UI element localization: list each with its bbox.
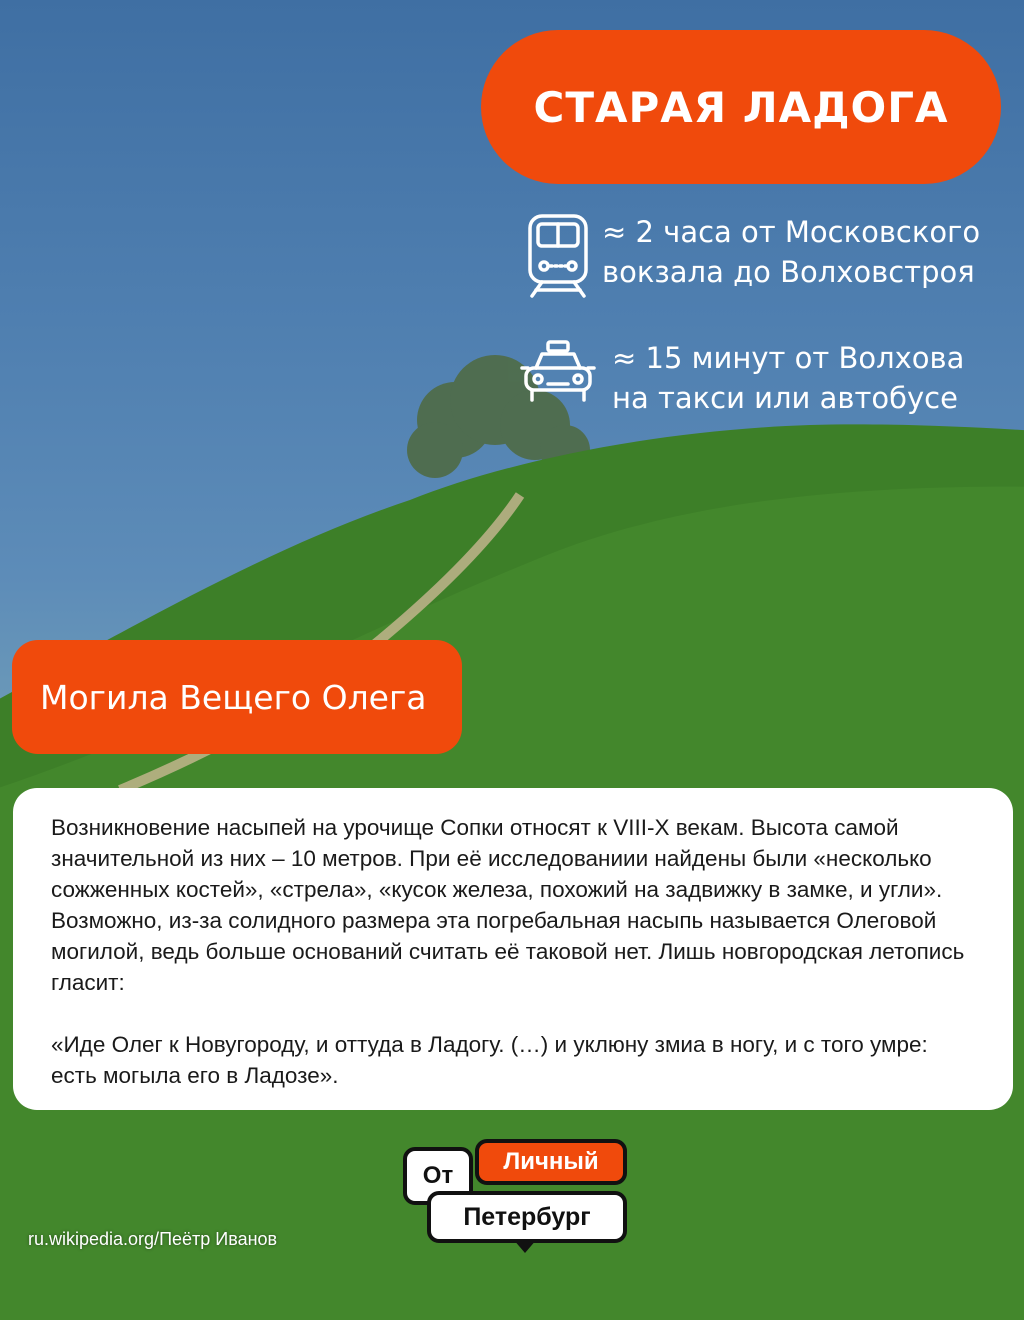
- logo-speech-tail: [513, 1239, 537, 1253]
- taxi-info: [518, 338, 964, 418]
- train-info-line-1: ≈ 2 часа от Московского: [602, 215, 981, 249]
- train-info-line-2: вокзала до Волховстроя: [602, 255, 975, 289]
- brand-logo: [395, 1135, 640, 1260]
- taxi-info-line-2: на такси или автобусе: [612, 381, 958, 415]
- description-paragraph-1: Возникновение насыпей на урочище Сопки относят к VIII-X векам. Высота самой значительной из них – 10 метров. При её исследованиии найдены были «несколько сожженных костей», «стрела», «кусок железа, похожий на задвижку в замке, и угли». Возможно, из-за солидного размера эта погребальная насыпь называется Олеговой могилой, ведь больше оснований считать её таковой нет. Лишь новгородская летопись гласит:: [51, 815, 965, 995]
- description-paragraph-2: «Иде Олег к Новугороду, и оттуда в Ладогу. (…) и уклюну змиа в ногу, и с того умре: есть могыла его в Ладозе».: [51, 1032, 928, 1088]
- title-badge: [481, 30, 1001, 184]
- description-card: [13, 788, 1013, 1110]
- train-info: [522, 212, 980, 302]
- logo-word-ot: От: [403, 1147, 473, 1205]
- section-subtitle: Могила Вещего Олега: [40, 677, 427, 717]
- taxi-info-line-1: ≈ 15 минут от Волхова: [612, 341, 965, 375]
- taxi-icon: [518, 338, 598, 408]
- logo-word-lichny: Личный: [475, 1139, 627, 1185]
- logo-word-peterburg: Петербург: [427, 1191, 627, 1243]
- section-badge: [12, 640, 462, 754]
- train-icon: [522, 212, 594, 302]
- page-title: СТАРАЯ ЛАДОГА: [533, 82, 949, 132]
- photo-credit: ru.wikipedia.org/Пеётр Иванов: [28, 1229, 278, 1249]
